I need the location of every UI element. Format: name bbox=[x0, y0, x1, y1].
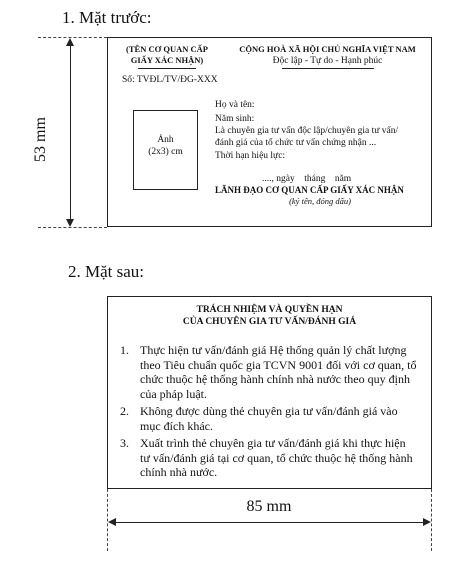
field-birth-year: Năm sinh: bbox=[215, 114, 255, 124]
list-item-line: Thực hiện tư vấn/đánh giá Hệ thống quản lý chất lượng bbox=[140, 343, 407, 357]
dim-extension-right bbox=[431, 489, 432, 551]
front-heading: 1. Mặt trước: bbox=[62, 8, 152, 27]
arrow-up-icon bbox=[66, 38, 74, 46]
certificate-number: Số: TVĐL/TV/ĐG-XXX bbox=[122, 75, 218, 85]
field-full-name: Họ và tên: bbox=[215, 100, 255, 110]
list-item-line: chức thuộc hệ thống hành chính nhà nước theo quy định bbox=[140, 372, 410, 386]
motto-underline bbox=[282, 68, 374, 69]
motto: Độc lập - Tự do - Hạnh phúc bbox=[272, 56, 383, 66]
arrow-left-icon bbox=[108, 518, 116, 526]
list-item-line: Không được dùng thẻ chuyên gia tư vấn/đánh giá vào bbox=[140, 404, 398, 418]
issuer-underline bbox=[138, 68, 196, 69]
field-validity: Thời hạn hiệu lực: bbox=[215, 151, 286, 161]
list-item-number: 1. bbox=[120, 343, 129, 357]
list-item-line: tư vấn/đánh giá tại cơ quan, tổ chức thuộc hệ thống hành bbox=[140, 450, 413, 465]
issuer-name-line1: (TÊN CƠ QUAN CẤP bbox=[126, 44, 208, 54]
issuer-name-line2: GIẤY XÁC NHẬN) bbox=[130, 55, 204, 65]
photo-size-label: (2x3) cm bbox=[148, 147, 183, 157]
arrow-right-icon bbox=[423, 518, 431, 526]
back-heading: 2. Mặt sau: bbox=[68, 262, 145, 281]
signer-title: LÃNH ĐẠO CƠ QUAN CẤP GIẤY XÁC NHẬN bbox=[215, 185, 404, 195]
list-item-line: theo Tiêu chuẩn quốc gia TCVN 9001 đối với cơ quan, tổ bbox=[140, 357, 417, 372]
height-label: 53 mm bbox=[32, 117, 49, 162]
date-line: ...., ngày tháng năm bbox=[262, 174, 352, 184]
list-item-number: 3. bbox=[120, 436, 129, 450]
photo-placeholder bbox=[133, 110, 198, 190]
list-item-line: của pháp luật. bbox=[140, 386, 207, 401]
dim-extension-bottom bbox=[38, 227, 107, 228]
list-item bbox=[120, 343, 420, 401]
list-item bbox=[120, 404, 420, 433]
field-role-line1: Là chuyên gia tư vấn độc lập/chuyên gia tư vấn/ bbox=[215, 126, 399, 136]
responsibility-list bbox=[120, 343, 420, 483]
list-item bbox=[120, 436, 420, 480]
list-item-line: chính nhà nước. bbox=[140, 465, 218, 479]
width-label: 85 mm bbox=[246, 498, 292, 515]
list-item-number: 2. bbox=[120, 404, 129, 418]
list-item-line: mục đích khác. bbox=[140, 418, 213, 433]
arrow-down-icon bbox=[66, 219, 74, 227]
back-title-line1: TRÁCH NHIỆM VÀ QUYỀN HẠN bbox=[196, 305, 343, 315]
width-dimension-line bbox=[115, 522, 423, 523]
country-line: CỘNG HOÀ XÃ HỘI CHỦ NGHĨA VIỆT NAM bbox=[239, 44, 416, 54]
signer-note: (ký tên, đóng dấu) bbox=[289, 196, 351, 206]
field-role-line2: đánh giá của tổ chức tư vấn chứng nhận ... bbox=[215, 138, 377, 148]
back-title-line2: CỦA CHUYÊN GIA TƯ VẤN/ĐÁNH GIÁ bbox=[182, 317, 357, 327]
list-item-line: Xuất trình thẻ chuyên gia tư vấn/đánh giá khi thực hiện bbox=[140, 436, 406, 450]
photo-label: Ảnh bbox=[157, 135, 174, 145]
height-dimension-line bbox=[70, 45, 71, 219]
